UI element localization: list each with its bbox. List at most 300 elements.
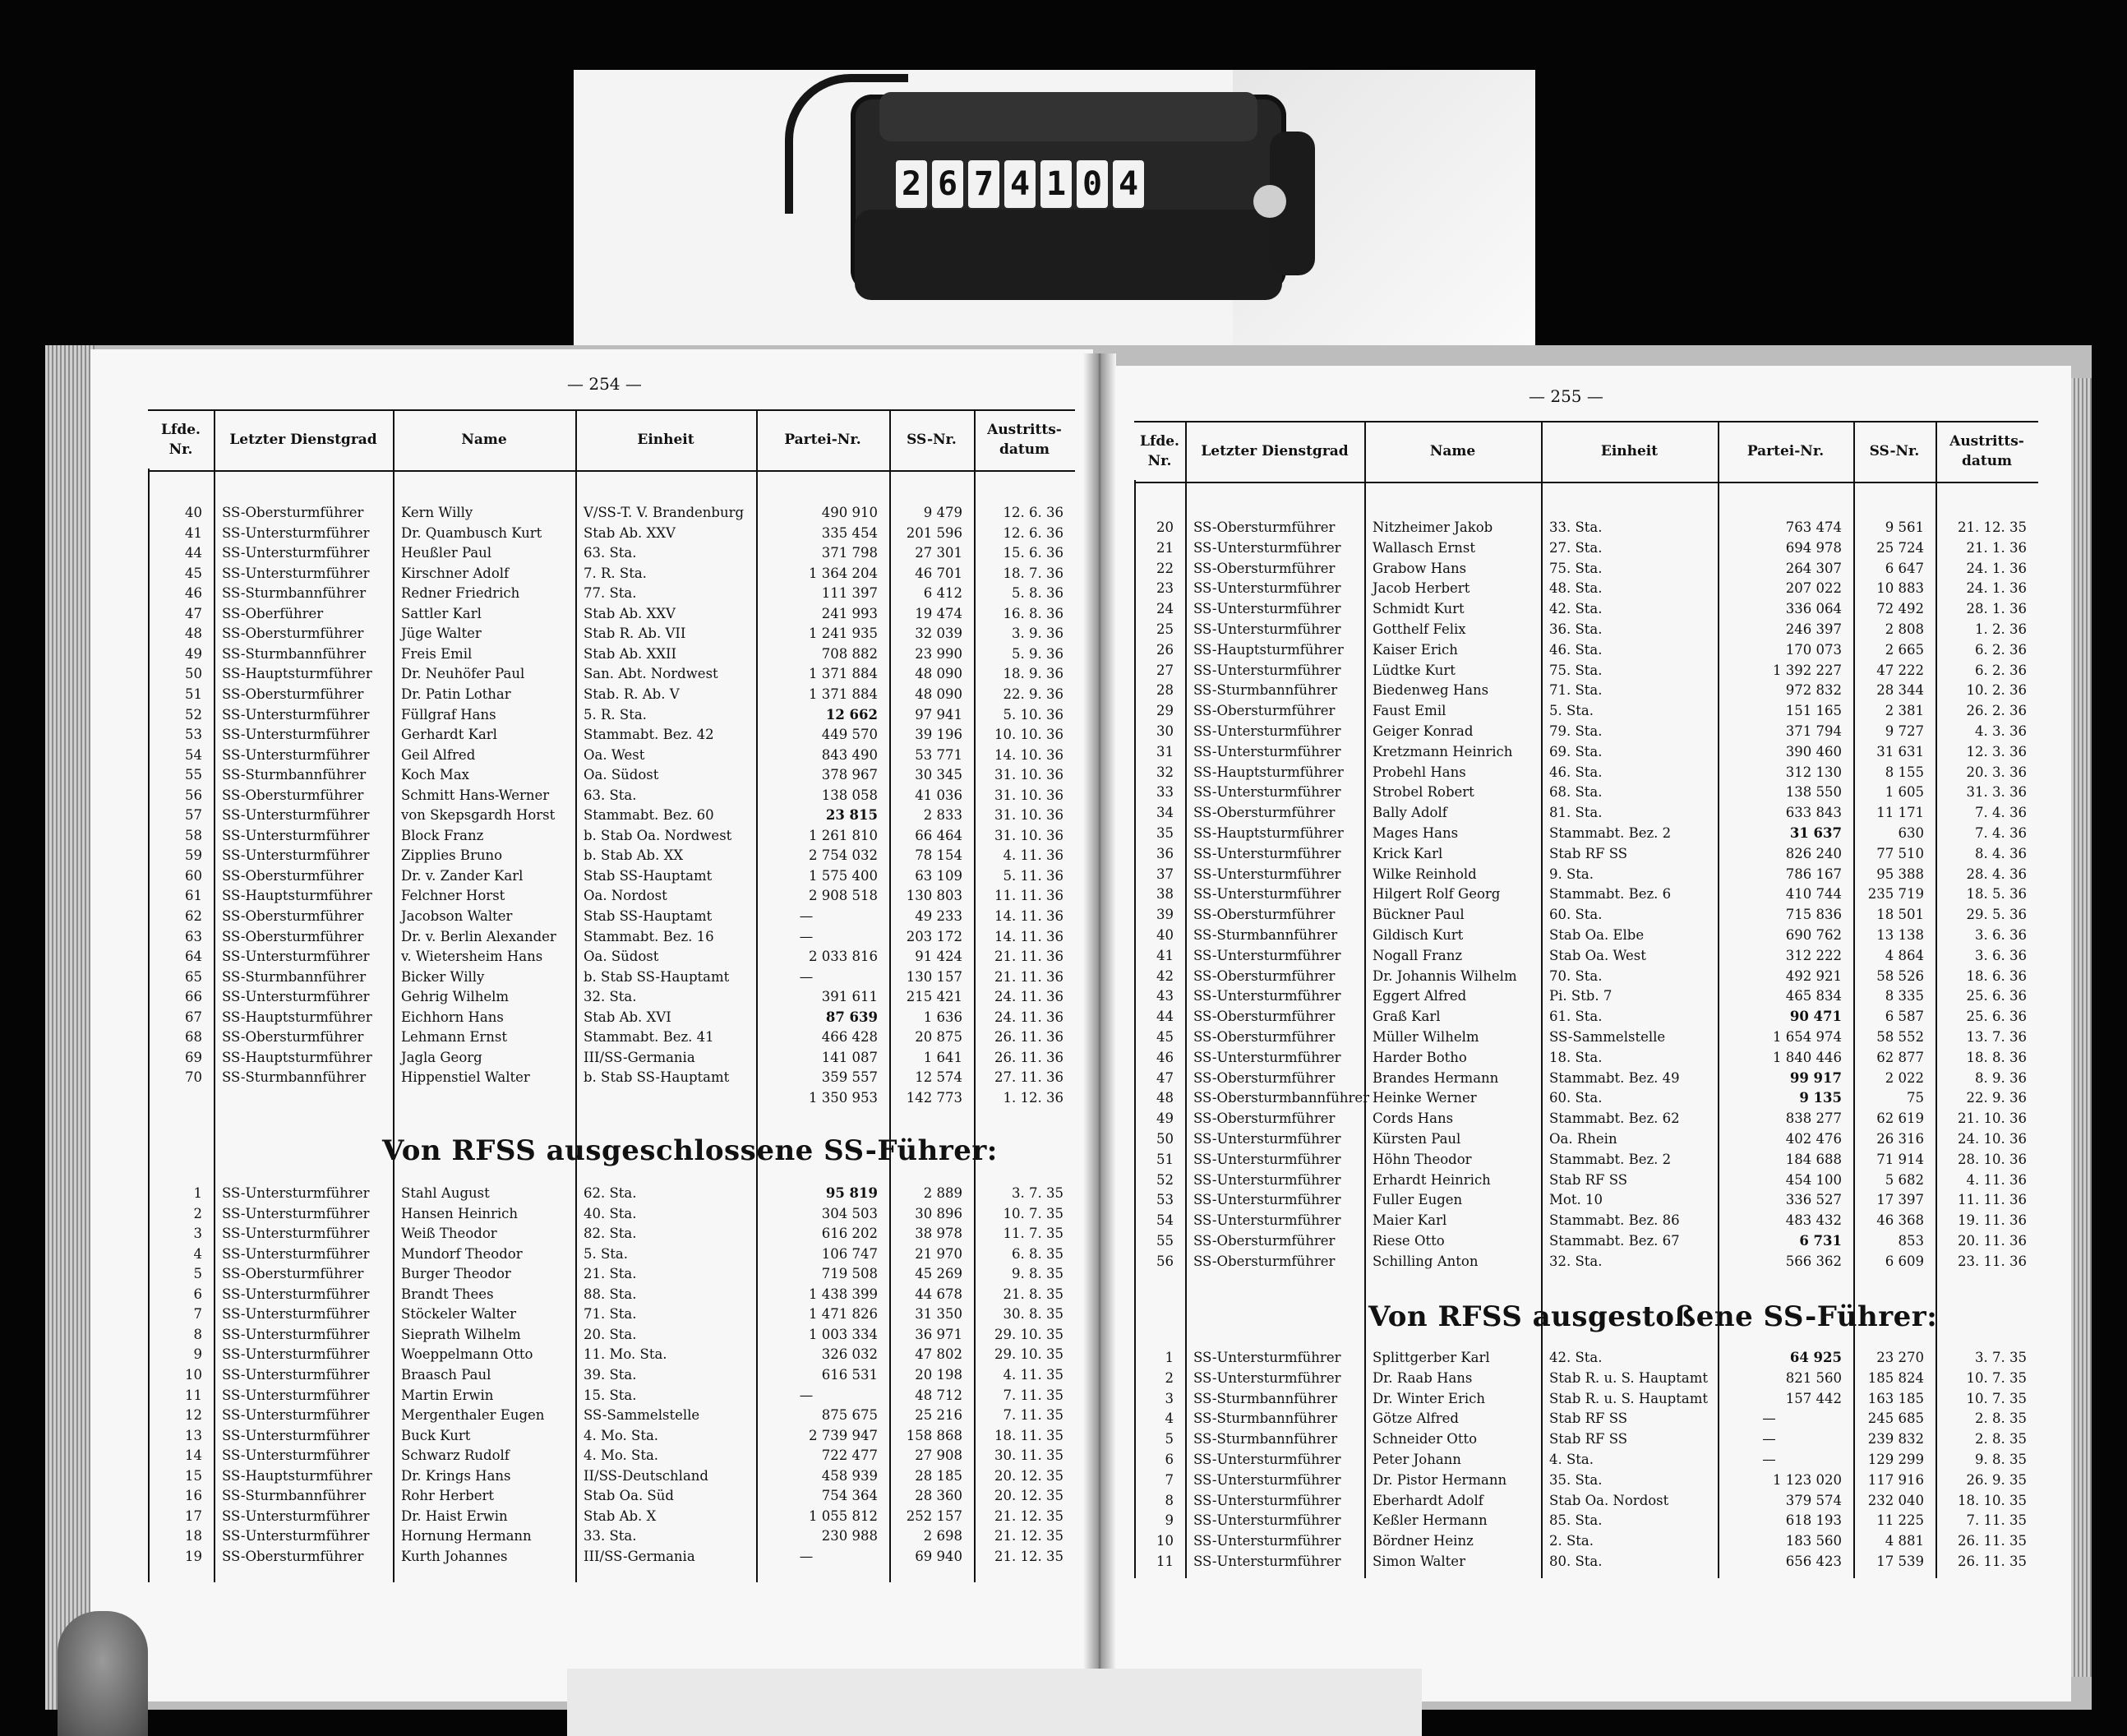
- cell-einheit: 75. Sta.: [1549, 560, 1603, 576]
- table-header: [148, 409, 1075, 472]
- cell-ss-nr: 1 641: [923, 1049, 962, 1065]
- cell-austrittsdatum: 7. 11. 35: [1003, 1387, 1064, 1403]
- cell-name: Kurth Johannes: [401, 1548, 508, 1564]
- cell-dienstgrad: SS-Untersturmführer: [222, 1205, 370, 1221]
- cell-partei-nr: 490 910: [821, 505, 878, 520]
- cell-einheit: b. Stab Oa. Nordwest: [584, 827, 732, 843]
- cell-name: Mergenthaler Eugen: [401, 1407, 545, 1424]
- cell-lfde-nr: 9: [1165, 1512, 1174, 1529]
- cell-ss-nr: 2 022: [1885, 1069, 1924, 1086]
- cell-austrittsdatum: 5. 10. 36: [1003, 706, 1064, 723]
- table-row: [1134, 926, 2038, 946]
- cell-dienstgrad: SS-Hauptsturmführer: [222, 1009, 372, 1025]
- cell-austrittsdatum: 23. 11. 36: [1958, 1253, 2027, 1269]
- cell-einheit: III/SS-Germania: [584, 1548, 695, 1564]
- cell-austrittsdatum: 21. 12. 35: [994, 1548, 1064, 1564]
- cell-dienstgrad: SS-Untersturmführer: [1193, 1471, 1341, 1488]
- cell-partei-nr: 875 675: [821, 1407, 878, 1424]
- cell-lfde-nr: 36: [1156, 845, 1174, 861]
- cell-partei-nr: 843 490: [821, 746, 878, 763]
- cell-partei-nr: 466 428: [821, 1029, 878, 1046]
- cell-name: Eichhorn Hans: [401, 1009, 504, 1025]
- cell-lfde-nr: 14: [185, 1447, 202, 1464]
- header-col-ss-nr: SS-Nr.: [1869, 443, 1920, 460]
- table-row: [1134, 1531, 2038, 1552]
- cell-name: Dr. Johannis Wilhelm: [1373, 967, 1517, 984]
- cell-lfde-nr: 30: [1156, 723, 1174, 739]
- cell-einheit: b. Stab SS-Hauptamt: [584, 968, 730, 985]
- cell-austrittsdatum: 21. 11. 36: [994, 968, 1064, 985]
- cell-ss-nr: 47 802: [915, 1346, 962, 1363]
- cell-austrittsdatum: 29. 5. 36: [1966, 907, 2027, 923]
- cell-ss-nr: 215 421: [906, 989, 962, 1005]
- cell-partei-nr: 335 454: [821, 524, 878, 541]
- cell-dienstgrad: SS-Untersturmführer: [1193, 866, 1341, 882]
- cell-ss-nr: 9 479: [923, 505, 962, 520]
- cell-einheit: Stab Ab. X: [584, 1507, 657, 1524]
- cell-lfde-nr: 48: [1156, 1090, 1174, 1106]
- cell-dienstgrad: SS-Untersturmführer: [222, 807, 370, 824]
- cell-ss-nr: 20 875: [915, 1029, 962, 1046]
- cell-name: Jagla Georg: [401, 1049, 482, 1065]
- cell-partei-nr: 12 662: [825, 706, 878, 723]
- cell-dienstgrad: SS-Sturmbannführer: [222, 585, 367, 602]
- cell-ss-nr: 13 138: [1876, 927, 1924, 943]
- cell-lfde-nr: 56: [185, 787, 202, 803]
- cell-lfde-nr: 9: [193, 1346, 202, 1363]
- cell-einheit: 61. Sta.: [1549, 1009, 1603, 1025]
- cell-austrittsdatum: 5. 8. 36: [1012, 585, 1064, 602]
- table-row: [1134, 599, 2038, 620]
- cell-dienstgrad: SS-Hauptsturmführer: [222, 1467, 372, 1484]
- cell-ss-nr: 46 368: [1876, 1212, 1924, 1229]
- cell-austrittsdatum: 22. 9. 36: [1966, 1090, 2027, 1106]
- table-row: [148, 1345, 1075, 1365]
- cell-name: Kürsten Paul: [1373, 1131, 1461, 1147]
- cell-partei-nr: 326 032: [821, 1346, 878, 1363]
- cell-dienstgrad: SS-Untersturmführer: [222, 746, 370, 763]
- cell-lfde-nr: 15: [185, 1467, 202, 1484]
- cell-austrittsdatum: 24. 10. 36: [1958, 1131, 2027, 1147]
- cell-ss-nr: 28 344: [1876, 682, 1924, 699]
- cell-partei-nr: 2 033 816: [809, 949, 878, 965]
- cell-name: Brandt Thees: [401, 1286, 494, 1302]
- cell-dienstgrad: SS-Untersturmführer: [222, 1326, 370, 1342]
- cell-einheit: 39. Sta.: [584, 1366, 637, 1383]
- cell-austrittsdatum: 4. 11. 35: [1003, 1366, 1064, 1383]
- cell-partei-nr: 694 978: [1785, 539, 1842, 556]
- cell-einheit: 82. Sta.: [584, 1226, 637, 1242]
- cell-name: Dr. v. Berlin Alexander: [401, 928, 556, 944]
- cell-lfde-nr: 4: [1165, 1410, 1174, 1427]
- cell-lfde-nr: 47: [1156, 1069, 1174, 1086]
- cell-austrittsdatum: 25. 6. 36: [1966, 988, 2027, 1004]
- cell-name: Götze Alfred: [1373, 1410, 1459, 1427]
- header-col-partei-nr: Partei-Nr.: [1746, 443, 1825, 460]
- table-row: [148, 564, 1075, 584]
- cell-partei-nr: 616 202: [821, 1226, 878, 1242]
- cell-partei-nr: 722 477: [821, 1447, 878, 1464]
- cell-austrittsdatum: 25. 6. 36: [1966, 1009, 2027, 1025]
- cell-lfde-nr: 52: [185, 706, 202, 723]
- cell-einheit: Pi. Stb. 7: [1549, 988, 1613, 1004]
- cell-austrittsdatum: 21. 1. 36: [1966, 539, 2027, 556]
- cell-partei-nr: 23 815: [825, 807, 878, 824]
- cell-name: v. Wietersheim Hans: [401, 949, 543, 965]
- cell-partei-nr: 336 527: [1785, 1192, 1842, 1208]
- table-row: [148, 1406, 1075, 1426]
- cell-name: Buck Kurt: [401, 1427, 471, 1443]
- right-page-number: — 255 —: [1529, 386, 1603, 406]
- cell-lfde-nr: 70: [185, 1069, 202, 1086]
- cell-dienstgrad: SS-Untersturmführer: [222, 706, 370, 723]
- cell-austrittsdatum: 11. 7. 35: [1003, 1226, 1064, 1242]
- cell-lfde-nr: 69: [185, 1049, 202, 1065]
- counter-digits: [896, 160, 1144, 208]
- cell-ss-nr: 41 036: [915, 787, 962, 803]
- cell-austrittsdatum: 24. 11. 36: [994, 1009, 1064, 1025]
- cell-dienstgrad: SS-Untersturmführer: [1193, 539, 1341, 556]
- header-col-dienstgrad: Letzter Dienstgrad: [1201, 443, 1349, 460]
- cell-einheit: 4. Mo. Sta.: [584, 1447, 659, 1464]
- header-col-austrittsdatum: Austritts- datum: [1949, 433, 2024, 469]
- book-gutter: [1083, 353, 1116, 1701]
- cell-partei-nr: 449 570: [821, 727, 878, 743]
- cell-austrittsdatum: 21. 12. 35: [1958, 519, 2027, 535]
- cell-lfde-nr: 52: [1156, 1171, 1174, 1188]
- cell-partei-nr: 391 611: [821, 989, 878, 1005]
- counter-digit: 2: [896, 160, 927, 208]
- cell-lfde-nr: 5: [193, 1266, 202, 1282]
- cell-ss-nr: 185 824: [1867, 1369, 1924, 1386]
- table-row: [1134, 1409, 2038, 1429]
- cell-name: Stahl August: [401, 1185, 490, 1201]
- cell-partei-nr: 87 639: [825, 1009, 878, 1025]
- cell-ss-nr: 6 647: [1885, 560, 1924, 576]
- cell-lfde-nr: 12: [185, 1407, 202, 1424]
- cell-einheit: Stammabt. Bez. 2: [1549, 1151, 1672, 1167]
- cell-einheit: SS-Sammelstelle: [1549, 1029, 1666, 1045]
- cell-ss-nr: 63 109: [915, 867, 962, 884]
- cell-dienstgrad: SS-Untersturmführer: [1193, 580, 1341, 597]
- table-row: [1134, 681, 2038, 701]
- table-row: [148, 1068, 1075, 1088]
- table-row: [1134, 763, 2038, 783]
- cell-einheit: Stammabt. Bez. 2: [1549, 825, 1672, 841]
- cell-dienstgrad: SS-Sturmbannführer: [222, 767, 367, 783]
- cell-name: Bicker Willy: [401, 968, 485, 985]
- cell-partei-nr: 2 908 518: [809, 888, 878, 904]
- cell-dienstgrad: SS-Untersturmführer: [1193, 1192, 1341, 1208]
- cell-ss-nr: 30 345: [915, 767, 962, 783]
- cell-dienstgrad: SS-Untersturmführer: [222, 1407, 370, 1424]
- cell-name: Schmitt Hans-Werner: [401, 787, 550, 803]
- cell-dienstgrad: SS-Untersturmführer: [222, 1366, 370, 1383]
- cell-partei-nr: 1 654 974: [1773, 1029, 1842, 1045]
- cell-ss-nr: 62 877: [1876, 1049, 1924, 1065]
- cell-dienstgrad: SS-Untersturmführer: [222, 1185, 370, 1201]
- cell-einheit: Mot. 10: [1549, 1192, 1603, 1208]
- cell-ss-nr: 77 510: [1876, 845, 1924, 861]
- cell-name: Dr. Raab Hans: [1373, 1369, 1473, 1386]
- cell-einheit: 80. Sta.: [1549, 1554, 1603, 1569]
- table-row: [148, 786, 1075, 806]
- table-row: [1134, 844, 2038, 865]
- cell-austrittsdatum: 12. 3. 36: [1966, 743, 2027, 760]
- cell-austrittsdatum: 21. 10. 36: [1958, 1110, 2027, 1127]
- header-col-lfde-nr: Lfde. Nr.: [1140, 433, 1179, 469]
- cell-austrittsdatum: 6. 2. 36: [1975, 662, 2027, 678]
- cell-lfde-nr: 67: [185, 1009, 202, 1025]
- cell-lfde-nr: 4: [193, 1245, 202, 1262]
- cell-ss-nr: 97 941: [915, 706, 962, 723]
- cell-dienstgrad: SS-Untersturmführer: [1193, 1049, 1341, 1065]
- cell-dienstgrad: SS-Hauptsturmführer: [222, 666, 372, 682]
- cell-lfde-nr: 1: [1165, 1350, 1174, 1365]
- cell-dienstgrad: SS-Untersturmführer: [1193, 1452, 1341, 1467]
- cell-einheit: 36. Sta.: [1549, 621, 1603, 637]
- cell-lfde-nr: 35: [1156, 825, 1174, 841]
- cell-ss-nr: 130 157: [906, 968, 962, 985]
- header-col-ss-nr: SS-Nr.: [907, 432, 957, 449]
- table-row: [1134, 640, 2038, 661]
- cell-ss-nr: 25 724: [1876, 539, 1924, 556]
- table-row: [1134, 1170, 2038, 1191]
- cell-partei-nr: 207 022: [1785, 580, 1842, 597]
- cell-einheit: 63. Sta.: [584, 787, 637, 803]
- cell-dienstgrad: SS-Untersturmführer: [222, 1447, 370, 1464]
- cell-dienstgrad: SS-Obersturmbannführer: [1193, 1090, 1370, 1106]
- cell-einheit: 18. Sta.: [1549, 1049, 1603, 1065]
- right-section-title: Von RFSS ausgestoßene SS-Führer:: [1368, 1300, 1938, 1333]
- cell-name: Weiß Theodor: [401, 1226, 497, 1242]
- cell-dienstgrad: SS-Untersturmführer: [222, 727, 370, 743]
- cell-lfde-nr: 57: [185, 807, 202, 824]
- table-row: [1134, 1491, 2038, 1512]
- table-row: [148, 1204, 1075, 1225]
- cell-ss-nr: 4 864: [1885, 947, 1924, 963]
- table-row: [1134, 783, 2038, 803]
- cell-austrittsdatum: 6. 8. 35: [1012, 1245, 1064, 1262]
- cell-lfde-nr: 41: [185, 524, 202, 541]
- cell-lfde-nr: 61: [185, 888, 202, 904]
- table-row: [1134, 620, 2038, 640]
- cell-lfde-nr: 19: [185, 1548, 202, 1564]
- cell-name: Dr. v. Zander Karl: [401, 867, 524, 884]
- cell-lfde-nr: 1: [193, 1185, 202, 1201]
- table-row: [148, 604, 1075, 625]
- cell-ss-nr: 28 360: [915, 1488, 962, 1504]
- cell-austrittsdatum: 20. 3. 36: [1966, 764, 2027, 780]
- cell-lfde-nr: 54: [185, 746, 202, 763]
- cell-dienstgrad: SS-Obersturmführer: [1193, 560, 1336, 576]
- cell-dienstgrad: SS-Untersturmführer: [222, 1528, 370, 1544]
- cell-austrittsdatum: 27. 11. 36: [994, 1069, 1064, 1086]
- cell-dienstgrad: SS-Obersturmführer: [1193, 1253, 1336, 1269]
- cell-ss-nr: 32 039: [915, 626, 962, 642]
- cell-name: Bückner Paul: [1373, 907, 1465, 923]
- cell-dienstgrad: SS-Untersturmführer: [1193, 1369, 1341, 1386]
- cell-dienstgrad: SS-Untersturmführer: [222, 1245, 370, 1262]
- cell-ss-nr: 19 474: [915, 605, 962, 621]
- cell-austrittsdatum: 21. 8. 35: [1003, 1286, 1064, 1302]
- cell-name: Heußler Paul: [401, 545, 492, 561]
- cell-einheit: Stab Oa. Süd: [584, 1488, 674, 1504]
- cell-lfde-nr: 33: [1156, 784, 1174, 801]
- cell-einheit: 42. Sta.: [1549, 1350, 1603, 1365]
- cell-dienstgrad: SS-Untersturmführer: [222, 847, 370, 864]
- cell-dienstgrad: SS-Sturmbannführer: [1193, 1390, 1338, 1406]
- cell-ss-nr: 2 889: [923, 1185, 962, 1201]
- cell-dienstgrad: SS-Obersturmführer: [1193, 519, 1336, 535]
- counter-top: [879, 92, 1257, 141]
- cell-lfde-nr: 34: [1156, 805, 1174, 821]
- cell-ss-nr: 23 990: [915, 645, 962, 662]
- table-row: [148, 1088, 1075, 1109]
- cell-ss-nr: 129 299: [1867, 1452, 1924, 1467]
- cell-einheit: III/SS-Germania: [584, 1049, 695, 1065]
- cell-ss-nr: 17 539: [1876, 1554, 1924, 1569]
- cell-einheit: Stab Ab. XXV: [584, 605, 676, 621]
- cell-name: Schneider Otto: [1373, 1431, 1478, 1447]
- cell-ss-nr: 36 971: [915, 1326, 962, 1342]
- cell-lfde-nr: 44: [185, 545, 202, 561]
- cell-partei-nr: 616 531: [821, 1366, 878, 1383]
- cell-name: Kaiser Erich: [1373, 641, 1458, 658]
- cell-lfde-nr: 24: [1156, 601, 1174, 617]
- cell-dienstgrad: SS-Untersturmführer: [1193, 988, 1341, 1004]
- cell-lfde-nr: 22: [1156, 560, 1174, 576]
- counter-digit: 1: [1040, 160, 1072, 208]
- cell-dienstgrad: SS-Untersturmführer: [1193, 621, 1341, 637]
- cell-dienstgrad: SS-Untersturmführer: [1193, 1171, 1341, 1188]
- cell-lfde-nr: 49: [1156, 1110, 1174, 1127]
- header-col-dienstgrad: Letzter Dienstgrad: [229, 432, 377, 449]
- cell-lfde-nr: 44: [1156, 1009, 1174, 1025]
- cell-einheit: 33. Sta.: [584, 1528, 637, 1544]
- cell-einheit: 68. Sta.: [1549, 784, 1603, 801]
- header-col-einheit: Einheit: [637, 432, 694, 449]
- cell-ss-nr: 23 270: [1876, 1350, 1924, 1365]
- cell-partei-nr: 492 921: [1785, 967, 1842, 984]
- cell-einheit: Stammabt. Bez. 41: [584, 1029, 714, 1046]
- cell-ss-nr: 10 883: [1876, 580, 1924, 597]
- cell-austrittsdatum: 3. 7. 35: [1975, 1350, 2027, 1365]
- cell-austrittsdatum: 19. 11. 36: [1958, 1212, 2027, 1229]
- cell-austrittsdatum: 18. 9. 36: [1003, 666, 1064, 682]
- cell-partei-nr: 157 442: [1785, 1390, 1842, 1406]
- cell-austrittsdatum: 24. 1. 36: [1966, 580, 2027, 597]
- header-col-name: Name: [1429, 443, 1476, 460]
- table-row: [148, 826, 1075, 847]
- cell-einheit: 46. Sta.: [1549, 641, 1603, 658]
- table-row: [148, 524, 1075, 544]
- cell-dienstgrad: SS-Untersturmführer: [222, 1346, 370, 1363]
- counter-digit: 4: [1113, 160, 1144, 208]
- cell-einheit: SS-Sammelstelle: [584, 1407, 700, 1424]
- cell-austrittsdatum: 10. 7. 35: [1966, 1369, 2027, 1386]
- cell-lfde-nr: 51: [1156, 1151, 1174, 1167]
- table-row: [1134, 1211, 2038, 1231]
- cell-partei-nr: 390 460: [1785, 743, 1842, 760]
- cell-lfde-nr: 31: [1156, 743, 1174, 760]
- cell-dienstgrad: SS-Obersturmführer: [1193, 805, 1336, 821]
- left-page-number: — 254 —: [567, 374, 642, 394]
- cell-partei-nr: 64 925: [1789, 1350, 1842, 1365]
- cell-name: Koch Max: [401, 767, 469, 783]
- table-row: [1134, 518, 2038, 538]
- cell-einheit: 69. Sta.: [1549, 743, 1603, 760]
- cell-austrittsdatum: 10. 7. 35: [1003, 1205, 1064, 1221]
- cell-name: Jacobson Walter: [401, 908, 513, 924]
- cell-lfde-nr: 54: [1156, 1212, 1174, 1229]
- table-row: [148, 886, 1075, 907]
- cell-dienstgrad: SS-Obersturmführer: [1193, 1029, 1336, 1045]
- cell-ss-nr: 2 381: [1885, 703, 1924, 719]
- cell-partei-nr: 465 834: [1785, 988, 1842, 1004]
- cell-ss-nr: 47 222: [1876, 662, 1924, 678]
- cell-partei-nr: 95 819: [825, 1185, 878, 1201]
- cell-dienstgrad: SS-Obersturmführer: [1193, 703, 1336, 719]
- cell-lfde-nr: 17: [185, 1507, 202, 1524]
- cell-dienstgrad: SS-Hauptsturmführer: [222, 1049, 372, 1065]
- cell-einheit: Stab RF SS: [1549, 1431, 1628, 1447]
- cell-lfde-nr: 20: [1156, 519, 1174, 535]
- cell-lfde-nr: 5: [1165, 1431, 1174, 1447]
- cell-name: Dr. Pistor Hermann: [1373, 1471, 1507, 1488]
- table-row: [148, 765, 1075, 786]
- table-row: [1134, 803, 2038, 824]
- cell-einheit: Stab RF SS: [1549, 1171, 1628, 1188]
- cell-austrittsdatum: 28. 1. 36: [1966, 601, 2027, 617]
- cell-austrittsdatum: 10. 7. 35: [1966, 1390, 2027, 1406]
- cell-austrittsdatum: 7. 11. 35: [1966, 1512, 2027, 1529]
- header-col-lfde-nr: Lfde. Nr.: [161, 422, 201, 458]
- cell-ss-nr: 203 172: [906, 928, 962, 944]
- cell-partei-nr: 838 277: [1785, 1110, 1842, 1127]
- cell-name: Splittgerber Karl: [1373, 1350, 1490, 1365]
- table-row: [1134, 946, 2038, 967]
- cell-name: Kirschner Adolf: [401, 565, 510, 581]
- cell-einheit: Stab SS-Hauptamt: [584, 867, 713, 884]
- cell-ss-nr: 12 574: [915, 1069, 962, 1086]
- table-row: [1134, 1129, 2038, 1150]
- table-row: [148, 1285, 1075, 1305]
- table-row: [148, 1365, 1075, 1386]
- cell-einheit: 71. Sta.: [1549, 682, 1603, 699]
- cell-lfde-nr: 23: [1156, 580, 1174, 597]
- cell-ss-nr: 1 636: [923, 1009, 962, 1025]
- cell-name: Woeppelmann Otto: [401, 1346, 533, 1363]
- cell-ss-nr: 252 157: [906, 1507, 962, 1524]
- table-row: [1134, 1429, 2038, 1450]
- cell-name: Krick Karl: [1373, 845, 1443, 861]
- cell-lfde-nr: 7: [1165, 1471, 1174, 1488]
- cell-austrittsdatum: 18. 5. 36: [1966, 886, 2027, 903]
- cell-dienstgrad: SS-Obersturmführer: [1193, 1110, 1336, 1127]
- cell-lfde-nr: 43: [1156, 988, 1174, 1004]
- cell-austrittsdatum: 5. 9. 36: [1012, 645, 1064, 662]
- cell-austrittsdatum: 1. 12. 36: [1003, 1089, 1064, 1106]
- cell-name: Schilling Anton: [1373, 1253, 1479, 1269]
- cell-dienstgrad: SS-Untersturmführer: [1193, 1512, 1341, 1529]
- cell-name: Biedenweg Hans: [1373, 682, 1489, 699]
- header-col-austrittsdatum: Austritts- datum: [987, 422, 1062, 458]
- cell-dienstgrad: SS-Obersturmführer: [1193, 1069, 1336, 1086]
- cell-einheit: 77. Sta.: [584, 585, 637, 602]
- cell-ss-nr: 39 196: [915, 727, 962, 743]
- table-row: [148, 987, 1075, 1008]
